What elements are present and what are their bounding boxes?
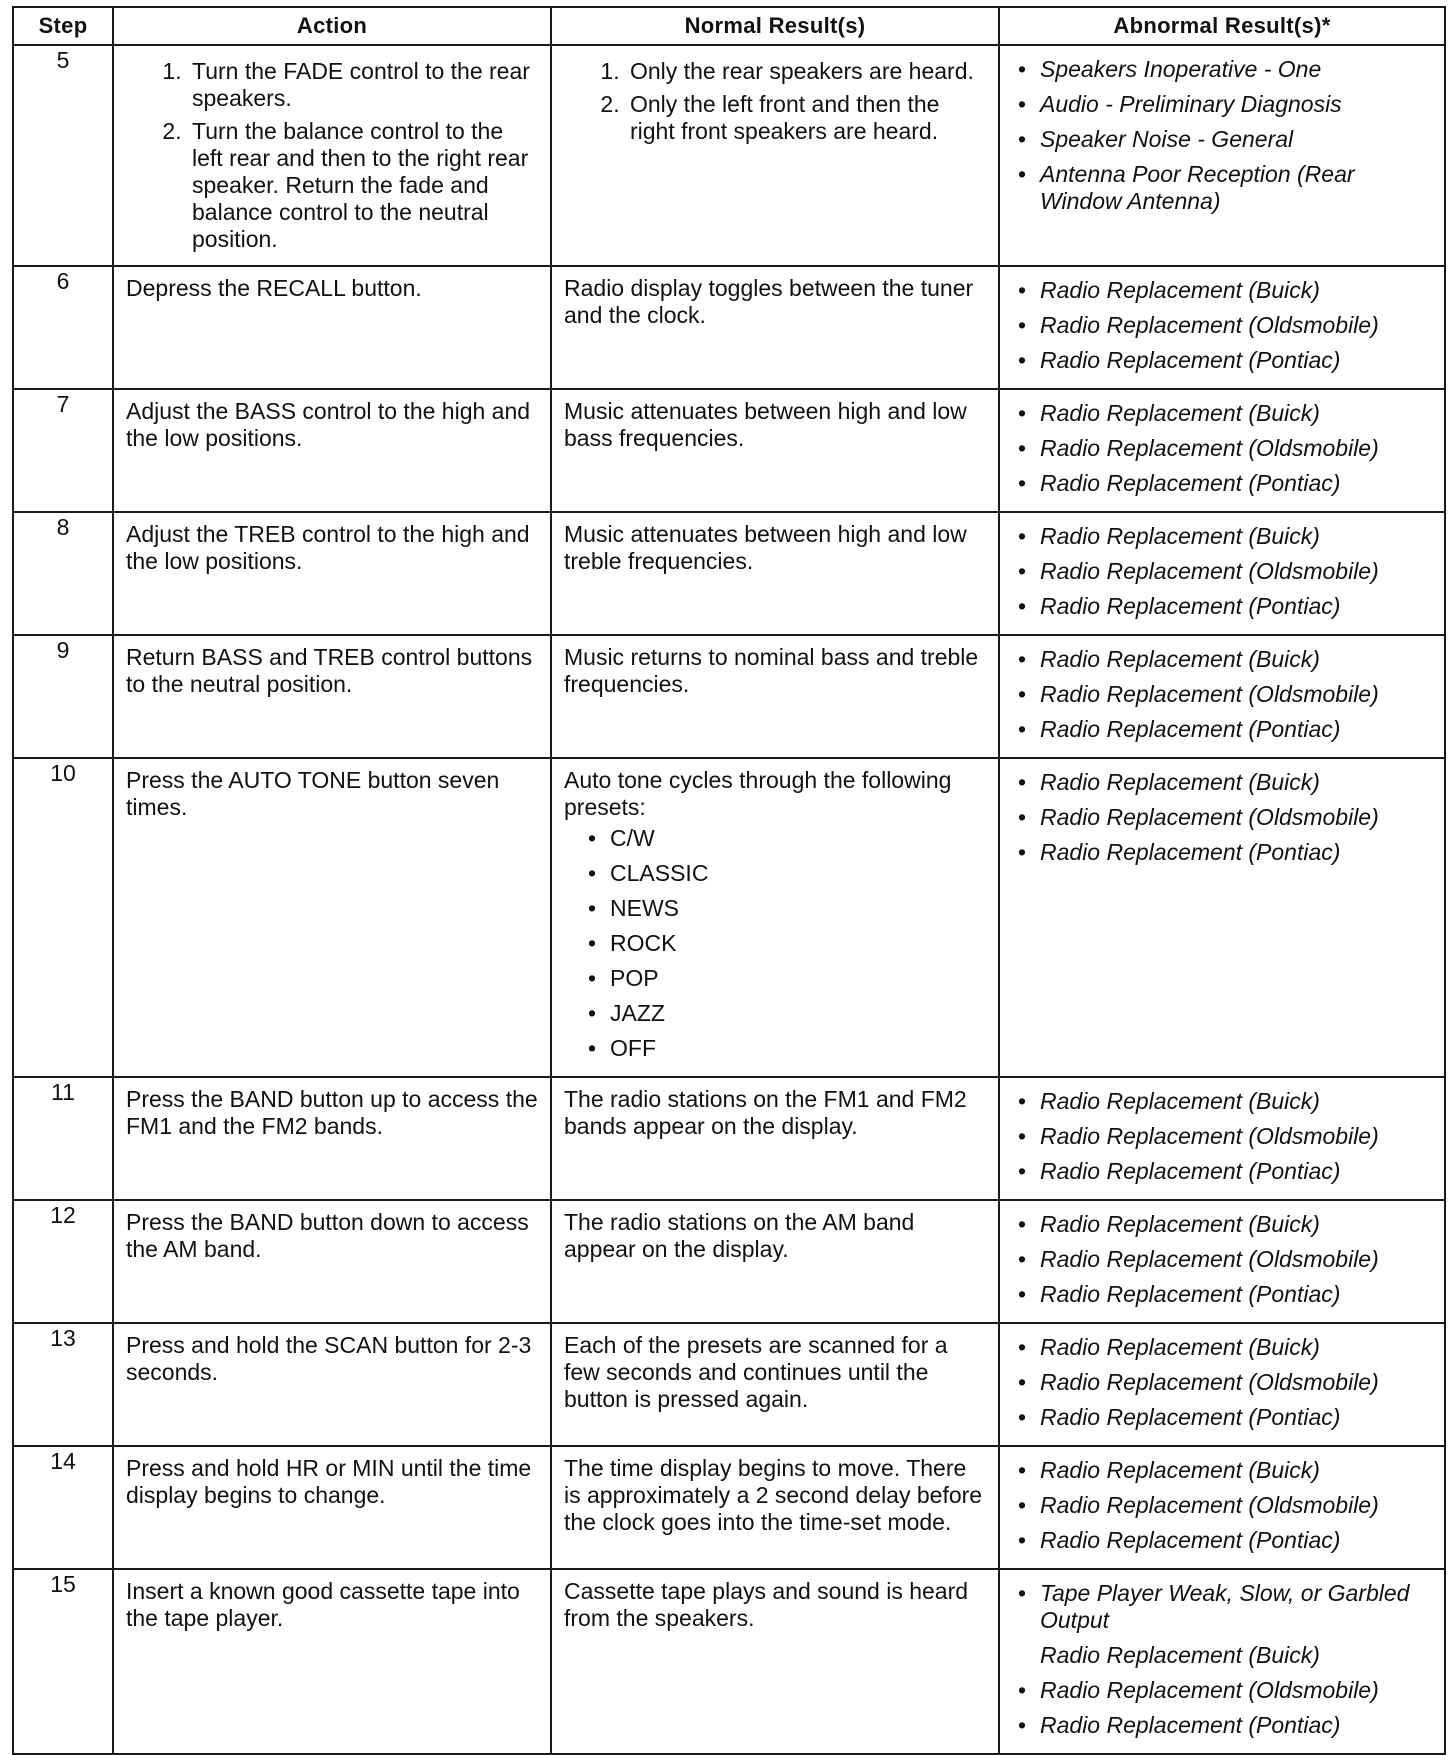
normal-result-cell <box>551 45 999 266</box>
action-cell <box>113 1569 551 1754</box>
abnormal-link[interactable]: • Tape Player Weak, Slow, or Garbled Output <box>1012 1580 1438 1634</box>
table-row <box>13 1323 1445 1446</box>
abnormal-result-cell <box>999 1569 1445 1754</box>
action-text: Press and hold HR or MIN until the time display begins to change. <box>126 1455 532 1508</box>
abnormal-link[interactable]: • Radio Replacement (Pontiac) <box>1012 1281 1438 1308</box>
action-text: Adjust the TREB control to the high and the low positions. <box>126 521 530 574</box>
abnormal-result-cell <box>999 1077 1445 1200</box>
abnormal-link[interactable]: • Antenna Poor Reception (Rear Window Antenna) <box>1012 161 1438 215</box>
normal-result-cell <box>551 266 999 389</box>
step-number: 13 <box>13 1323 113 1446</box>
abnormal-link[interactable]: • Radio Replacement (Pontiac) <box>1012 347 1438 374</box>
header-step: Step <box>13 7 113 45</box>
action-text: Adjust the BASS control to the high and the low positions. <box>126 398 531 451</box>
abnormal-link[interactable]: • Radio Replacement (Buick) <box>1012 523 1438 550</box>
preset-item: • ROCK <box>582 930 988 957</box>
table-row <box>13 758 1445 1077</box>
step-number: 5 <box>13 45 113 266</box>
preset-list <box>564 825 988 1062</box>
abnormal-link[interactable]: • Radio Replacement (Oldsmobile) <box>1012 681 1438 708</box>
step-number: 6 <box>13 266 113 389</box>
normal-result-cell <box>551 1446 999 1569</box>
header-row <box>13 7 1445 45</box>
abnormal-link[interactable]: • Radio Replacement (Oldsmobile) <box>1012 312 1438 339</box>
normal-result-text: Auto tone cycles through the following presets: <box>564 767 952 820</box>
step-number: 12 <box>13 1200 113 1323</box>
action-cell <box>113 1323 551 1446</box>
abnormal-link[interactable]: • Audio - Preliminary Diagnosis <box>1012 91 1438 118</box>
normal-result-cell <box>551 758 999 1077</box>
action-cell <box>113 389 551 512</box>
abnormal-link[interactable]: • Radio Replacement (Buick) <box>1012 646 1438 673</box>
abnormal-link[interactable]: • Radio Replacement (Buick) <box>1012 400 1438 427</box>
action-cell <box>113 758 551 1077</box>
header-normal-results: Normal Result(s) <box>551 7 999 45</box>
normal-result-text: The radio stations on the AM band appear on the display. <box>564 1209 915 1262</box>
preset-item: • OFF <box>582 1035 988 1062</box>
table-row <box>13 1446 1445 1569</box>
preset-item: • C/W <box>582 825 988 852</box>
step-number: 9 <box>13 635 113 758</box>
abnormal-link[interactable]: • Radio Replacement (Oldsmobile) <box>1012 1123 1438 1150</box>
abnormal-result-cell <box>999 1446 1445 1569</box>
abnormal-link[interactable]: • Radio Replacement (Oldsmobile) <box>1012 435 1438 462</box>
abnormal-link[interactable]: Radio Replacement (Buick) <box>1040 1642 1320 1668</box>
abnormal-link[interactable]: • Radio Replacement (Buick) <box>1012 1211 1438 1238</box>
action-item: 1. Turn the FADE control to the rear speakers. <box>188 58 540 112</box>
abnormal-link[interactable]: • Radio Replacement (Pontiac) <box>1012 839 1438 866</box>
normal-result-item: 1. Only the rear speakers are heard. <box>626 58 988 85</box>
step-number: 7 <box>13 389 113 512</box>
normal-result-text: Music returns to nominal bass and treble frequencies. <box>564 644 979 697</box>
abnormal-link[interactable]: • Speaker Noise - General <box>1012 126 1438 153</box>
abnormal-link[interactable]: • Radio Replacement (Pontiac) <box>1012 1712 1438 1739</box>
action-cell <box>113 512 551 635</box>
table-row <box>13 1200 1445 1323</box>
step-number: 11 <box>13 1077 113 1200</box>
step-number: 14 <box>13 1446 113 1569</box>
abnormal-result-cell <box>999 45 1445 266</box>
abnormal-link[interactable]: • Radio Replacement (Oldsmobile) <box>1012 1369 1438 1396</box>
table-row <box>13 512 1445 635</box>
step-number: 15 <box>13 1569 113 1754</box>
action-cell <box>113 45 551 266</box>
action-item: 2. Turn the balance control to the left rear and then to the right rear speaker. Return the fade and balance control to the neutral position. <box>188 118 540 253</box>
normal-result-cell <box>551 1077 999 1200</box>
action-cell <box>113 266 551 389</box>
abnormal-result-cell <box>999 389 1445 512</box>
normal-result-text: Music attenuates between high and low bass frequencies. <box>564 398 967 451</box>
header-action: Action <box>113 7 551 45</box>
action-cell <box>113 1446 551 1569</box>
normal-result-text: The time display begins to move. There is approximately a 2 second delay before the clock goes into the time-set mode. <box>564 1455 983 1535</box>
table-row <box>13 635 1445 758</box>
abnormal-link[interactable]: • Radio Replacement (Pontiac) <box>1012 1404 1438 1431</box>
action-text: Press the BAND button up to access the FM1 and the FM2 bands. <box>126 1086 538 1139</box>
normal-result-text: Each of the presets are scanned for a few seconds and continues until the button is pressed again. <box>564 1332 948 1412</box>
action-list <box>126 58 540 253</box>
action-text: Press and hold the SCAN button for 2-3 seconds. <box>126 1332 532 1385</box>
normal-result-cell <box>551 1569 999 1754</box>
header-abnormal-results: Abnormal Result(s)* <box>999 7 1445 45</box>
normal-result-text: Music attenuates between high and low treble frequencies. <box>564 521 967 574</box>
table-row <box>13 1569 1445 1754</box>
abnormal-link[interactable]: • Radio Replacement (Buick) <box>1012 277 1438 304</box>
normal-result-cell <box>551 635 999 758</box>
abnormal-result-cell <box>999 758 1445 1077</box>
abnormal-link[interactable]: • Radio Replacement (Buick) <box>1012 1088 1438 1115</box>
step-number: 8 <box>13 512 113 635</box>
action-cell <box>113 635 551 758</box>
table-row <box>13 1077 1445 1200</box>
abnormal-result-cell <box>999 266 1445 389</box>
step-number: 10 <box>13 758 113 1077</box>
abnormal-link[interactable]: • Radio Replacement (Oldsmobile) <box>1012 558 1438 585</box>
action-cell <box>113 1077 551 1200</box>
abnormal-link[interactable]: • Radio Replacement (Pontiac) <box>1012 1158 1438 1185</box>
abnormal-result-cell <box>999 512 1445 635</box>
normal-result-cell <box>551 512 999 635</box>
action-text: Press the BAND button down to access the AM band. <box>126 1209 529 1262</box>
abnormal-link[interactable]: • Speakers Inoperative - One <box>1012 56 1438 83</box>
abnormal-link[interactable]: • Radio Replacement (Pontiac) <box>1012 1527 1438 1554</box>
normal-result-text: The radio stations on the FM1 and FM2 bands appear on the display. <box>564 1086 967 1139</box>
abnormal-link[interactable]: • Radio Replacement (Oldsmobile) <box>1012 1677 1438 1704</box>
preset-item: • NEWS <box>582 895 988 922</box>
abnormal-link[interactable]: • Radio Replacement (Buick) <box>1012 769 1438 796</box>
normal-result-text: Cassette tape plays and sound is heard from the speakers. <box>564 1578 969 1631</box>
abnormal-link[interactable]: • Radio Replacement (Oldsmobile) <box>1012 804 1438 831</box>
preset-item: • POP <box>582 965 988 992</box>
action-text: Return BASS and TREB control buttons to the neutral position. <box>126 644 533 697</box>
action-text: Insert a known good cassette tape into the tape player. <box>126 1578 520 1631</box>
normal-result-cell <box>551 389 999 512</box>
preset-item: • JAZZ <box>582 1000 988 1027</box>
action-text: Depress the RECALL button. <box>126 275 422 301</box>
normal-result-cell <box>551 1323 999 1446</box>
abnormal-result-cell <box>999 1323 1445 1446</box>
abnormal-link[interactable]: • Radio Replacement (Oldsmobile) <box>1012 1492 1438 1519</box>
table-row <box>13 45 1445 266</box>
normal-result-item: 2. Only the left front and then the right front speakers are heard. <box>626 91 988 145</box>
preset-item: • CLASSIC <box>582 860 988 887</box>
normal-result-cell <box>551 1200 999 1323</box>
abnormal-link[interactable]: • Radio Replacement (Pontiac) <box>1012 470 1438 497</box>
abnormal-link[interactable]: • Radio Replacement (Buick) <box>1012 1457 1438 1484</box>
abnormal-link[interactable]: • Radio Replacement (Oldsmobile) <box>1012 1246 1438 1273</box>
normal-result-list <box>564 58 988 145</box>
normal-result-text: Radio display toggles between the tuner and the clock. <box>564 275 974 328</box>
diagnostic-table <box>12 6 1446 1755</box>
action-text: Press the AUTO TONE button seven times. <box>126 767 500 820</box>
table-row <box>13 389 1445 512</box>
abnormal-link[interactable]: • Radio Replacement (Buick) <box>1012 1334 1438 1361</box>
abnormal-result-cell <box>999 1200 1445 1323</box>
abnormal-link[interactable]: • Radio Replacement (Pontiac) <box>1012 716 1438 743</box>
abnormal-link[interactable]: • Radio Replacement (Pontiac) <box>1012 593 1438 620</box>
table-row <box>13 266 1445 389</box>
action-cell <box>113 1200 551 1323</box>
abnormal-result-cell <box>999 635 1445 758</box>
